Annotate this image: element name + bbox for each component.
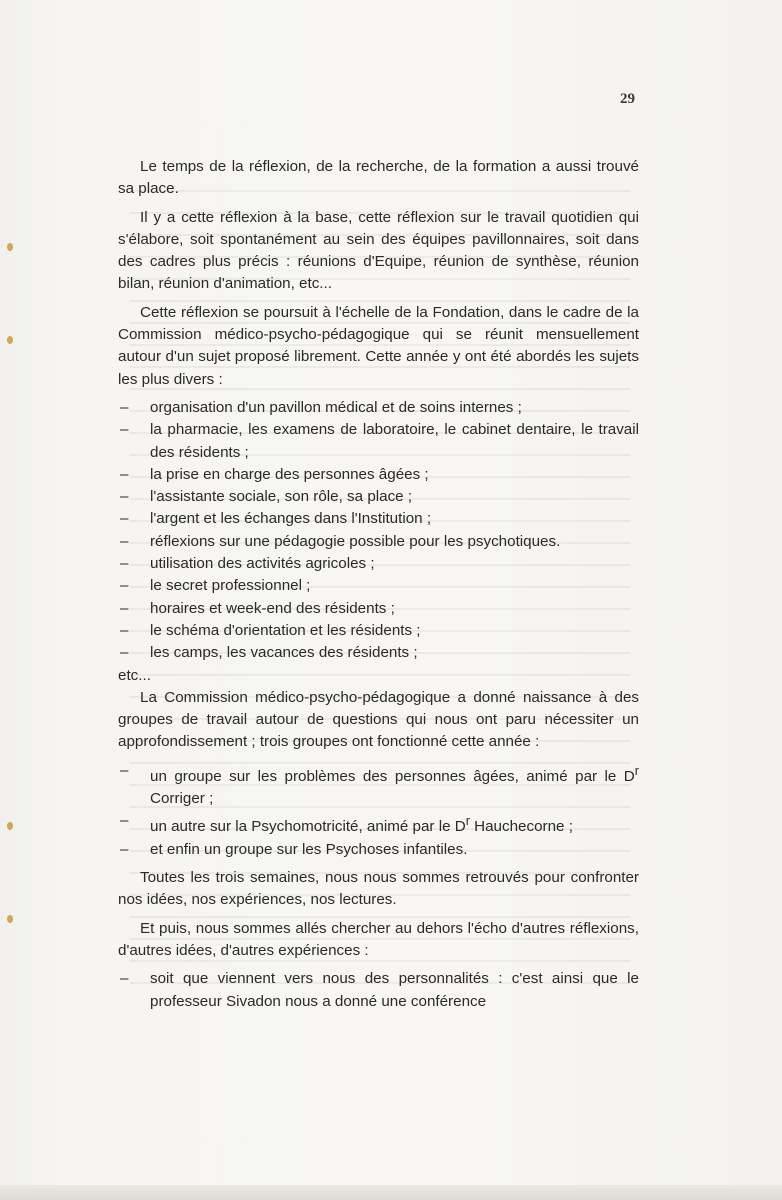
- paragraph: Cette réflexion se poursuit à l'échelle de la Fondation, dans le cadre de la Commission médico-psycho-pédagogique qui se réunit mensuellement autour d'un sujet proposé librement. Cette année y ont été abordés les sujets les plus divers :: [118, 303, 639, 388]
- paragraph: Il y a cette réflexion à la base, cette réflexion sur le travail quotidien qui s'élabore, soit spontanément au sein des équipes pavillonnaires, soit dans des cadres plus précis : réunions d'Equipe, réunion de synthèse, réunion bilan, réunion d'animation, etc...: [118, 208, 639, 293]
- list-item: – la pharmacie, les examens de laboratoire, le cabinet dentaire, le travail des résidents ;: [118, 419, 639, 464]
- list-text: Hauchecorne ;: [469, 818, 573, 836]
- list-text: un groupe sur les problèmes des personnes âgées, animé par le D: [150, 767, 635, 785]
- list-item: – utilisation des activités agricoles ;: [118, 553, 639, 575]
- punch-hole-mark: [7, 915, 13, 923]
- list-text: un autre sur la Psychomotricité, animé par le D: [150, 818, 466, 836]
- list-text: Corriger ;: [150, 790, 214, 808]
- punch-hole-mark: [7, 243, 13, 251]
- topics-list: [118, 397, 639, 665]
- list-item: – réflexions sur une pédagogie possible pour les psychotiques.: [118, 531, 639, 553]
- list-item: – les camps, les vacances des résidents ;: [118, 642, 639, 664]
- list-item: – le schéma d'orientation et les résidents ;: [118, 620, 639, 642]
- paragraph: Et puis, nous sommes allés chercher au dehors l'écho d'autres réflexions, d'autres idées, d'autres expériences :: [118, 919, 639, 959]
- paragraph: Le temps de la réflexion, de la recherche, de la formation a aussi trouvé sa place.: [118, 158, 639, 198]
- list-item: – horaires et week-end des résidents ;: [118, 598, 639, 620]
- punch-hole-mark: [7, 336, 13, 344]
- etc-line: etc...: [118, 666, 151, 684]
- paragraph: Toutes les trois semaines, nous nous sommes retrouvés pour confronter nos idées, nos expériences, nos lectures.: [118, 869, 639, 909]
- list-item: – et enfin un groupe sur les Psychoses infantiles.: [118, 839, 639, 861]
- list-item: – l'assistante sociale, son rôle, sa place ;: [118, 486, 639, 508]
- list-item: – soit que viennent vers nous des personnalités : c'est ainsi que le professeur Sivadon nous a donné une conférence: [118, 968, 639, 1013]
- groups-list: [118, 760, 639, 861]
- list-item: [118, 760, 639, 811]
- page-bottom-edge: [0, 1185, 782, 1200]
- superscript: r: [634, 763, 639, 778]
- outreach-list: [118, 968, 639, 1013]
- list-item: [118, 810, 639, 838]
- punch-hole-mark: [7, 822, 13, 830]
- list-item: – le secret professionnel ;: [118, 575, 639, 597]
- paragraph: La Commission médico-psycho-pédagogique a donné naissance à des groupes de travail autour de questions qui nous ont paru nécessiter un approfondissement ; trois groupes ont fonctionné cette année :: [118, 688, 639, 751]
- list-item: – la prise en charge des personnes âgées ;: [118, 464, 639, 486]
- body-text: [118, 156, 639, 1019]
- list-item: – organisation d'un pavillon médical et de soins internes ;: [118, 397, 639, 419]
- superscript: r: [465, 814, 470, 829]
- list-item: – l'argent et les échanges dans l'Institution ;: [118, 508, 639, 530]
- page-number: 29: [620, 91, 635, 107]
